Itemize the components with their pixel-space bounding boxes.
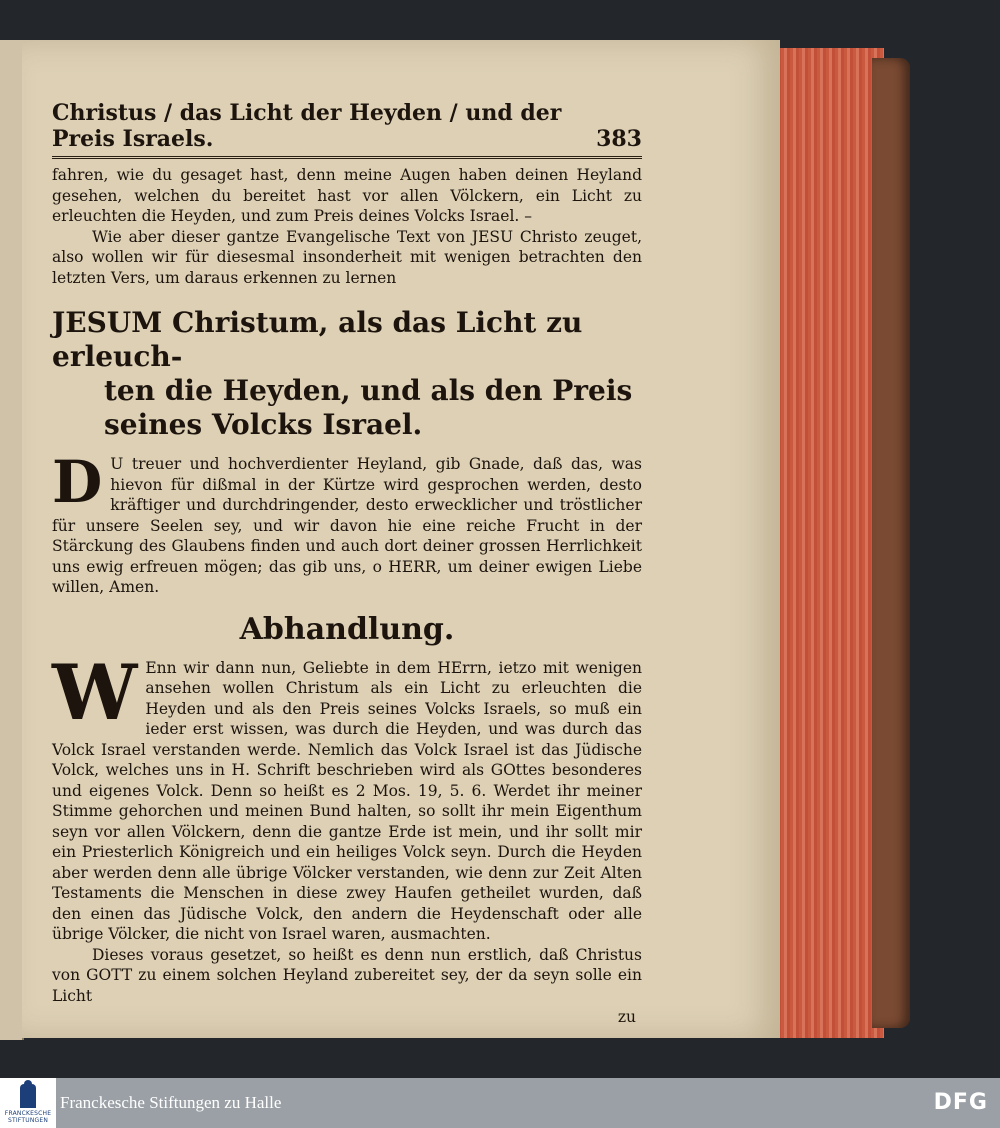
logo-text: FRANCKESCHE STIFTUNGEN <box>4 1110 52 1124</box>
paragraph-1: fahren, wie du gesaget hast, denn meine Augen haben deinen Heyland gesehen, welchen du bereitet hast vor allen Völckern, ein Licht zu erleuchten die Heyden, und zum Preis deines Volcks Israel. – <box>52 166 642 225</box>
prayer-initial: D <box>52 448 103 516</box>
institution-logo[interactable] <box>0 1078 56 1128</box>
paragraph-2: Wie aber dieser gantze Evangelische Text von JESU Christo zeuget, also wollen wir für diesesmal insonderheit mit wenigen betrachten den letzten Vers, um daraus erkennen zu lernen <box>52 227 642 287</box>
catchword: zu <box>617 1008 636 1026</box>
header-rule <box>52 156 642 159</box>
prayer-text: U treuer und hochverdienter Heyland, gib Gnade, daß das, was hievon für dißmal in der Kürtze wird gesprochen werden, desto kräftiger und durchdringender, desto erwecklicher und tröstlicher für unsere Seelen sey, und wir davon hie eine reiche Frucht in der Stärckung des Glaubens finden und auch dort deiner grossen Herrlichkeit uns ewig erfreuen mögen; das gib uns, o HERR, um deiner ewigen Liebe willen, Amen. <box>52 455 642 596</box>
last-paragraph: Dieses voraus gesetzet, so heißt es denn nun erstlich, daß Christus von GOTT zu einem solchen Heyland zubereitet sey, der da seyn solle ein Licht <box>52 945 642 1005</box>
page-content <box>52 100 642 1026</box>
book-cover <box>872 58 910 1028</box>
page-edges <box>772 48 884 1038</box>
treatise-paragraph <box>52 647 642 945</box>
page-number: 383 <box>596 126 642 152</box>
previous-page-edge <box>0 40 24 1040</box>
section-heading: Abhandlung. <box>239 611 455 647</box>
theme-heading-line-1: JESUM Christum, als das Licht zu erleuch- <box>52 306 583 373</box>
treatise-initial: W <box>52 647 138 737</box>
running-header <box>52 100 642 152</box>
viewer-footer <box>0 1078 1000 1128</box>
logo-figure-icon <box>20 1084 36 1108</box>
institution-name[interactable]: Franckesche Stiftungen zu Halle <box>60 1093 282 1112</box>
dfg-logo[interactable]: DFG <box>933 1090 988 1115</box>
treatise-text: Enn wir dann nun, Geliebte in dem HErrn, ietzo mit wenigen ansehen wollen Christum als ein Licht zu erleuchten die Heyden und als den Preis seines Volcks Israels, so muß ein ieder erst wissen, was durch die Heyden, und was durch das Volck Israel verstanden werde. Nemlich das Volck Israel ist das Jüdische Volck, welches uns in H. Schrift beschrieben wird als GOttes besonderes und eigenes Volck. Denn so heißt es 2 Mos. 19, 5. 6. Werdet ihr meiner Stimme gehorchen und meinen Bund halten, so sollt ihr mein Eigenthum seyn vor allen Völckern, denn die gantze Erde ist mein, und ihr sollt mir ein Priesterlich Königreich und ein heiliges Volck seyn. Durch die Heyden aber werden denn alle übrige Völcker verstanden, wie denn zur Zeit Alten Testaments die Menschen in diese zwey Haufen getheilet wurden, daß den einen das Jüdische Volck, den andern die Heydenschaft oder alle übrige Völcker, die nicht von Israel waren, ausmachten. <box>52 658 642 943</box>
prayer-paragraph <box>52 448 642 598</box>
header-title: Christus / das Licht der Heyden / und der Preis Israels. <box>52 100 562 152</box>
theme-heading <box>52 306 642 442</box>
theme-heading-line-2: ten die Heyden, und als den Preis seines Volcks Israel. <box>104 374 633 441</box>
